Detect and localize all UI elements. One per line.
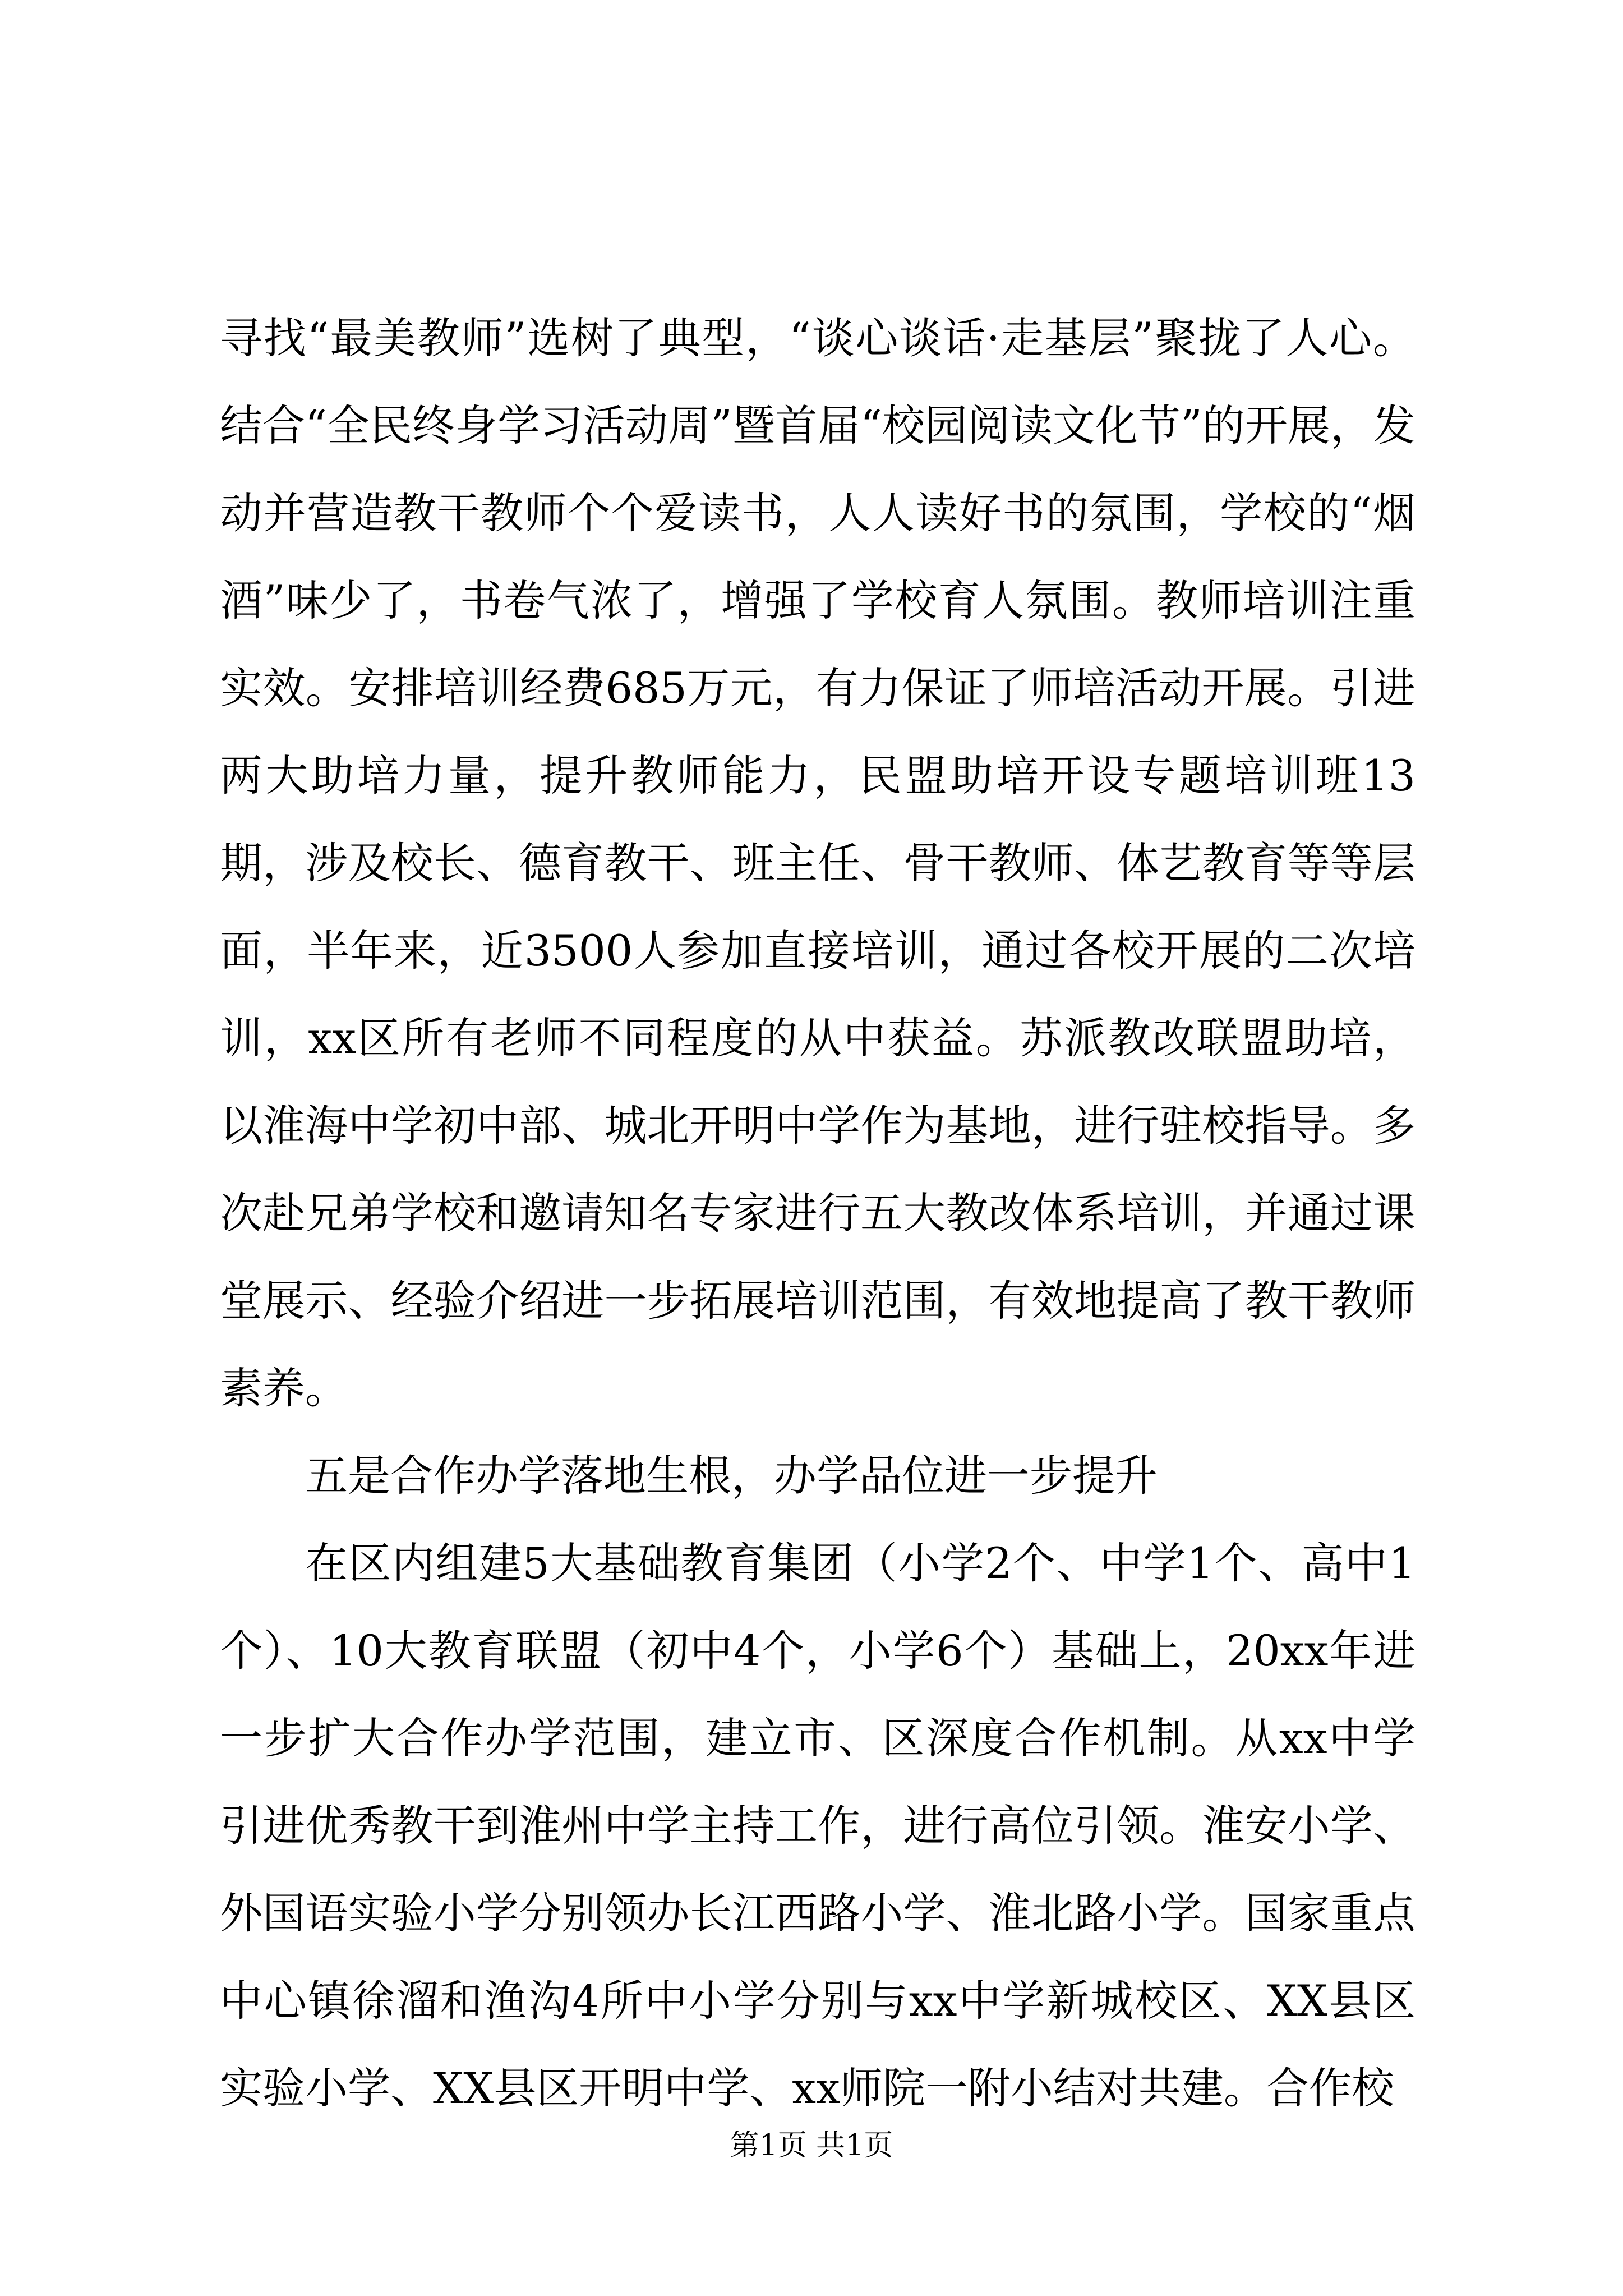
paragraph-cooperation: 在区内组建5大基础教育集团（小学2个、中学1个、高中1个）、10大教育联盟（初中4个，小学6个）基础上，20xx年进一步扩大合作办学范围，建立市、区深度合作机制。从xx中学引进优秀教干到淮州中学主持工作，进行高位引领。淮安小学、外国语实验小学分别领办长江西路小学、淮北路小学。国家重点中心镇徐溜和渔沟4所中小学分别与xx中学新城校区、XX县区实验小学、XX县区开明中学、xx师院一附小结对共建。合作校: [220, 1538, 1415, 2113]
page-footer: 第1页 共1页: [730, 2129, 893, 2162]
section-heading-cooperation: 五是合作办学落地生根，办学品位进一步提升: [305, 1451, 1158, 1501]
document-body: [220, 295, 1415, 2132]
paragraph-teacher-training: 寻找“最美教师”选树了典型，“谈心谈话·走基层”聚拢了人心。结合“全民终身学习活动周”暨首届“校园阅读文化节”的开展，发动并营造教干教师个个爱读书，人人读好书的氛围，学校的“烟酒”味少了，书卷气浓了，增强了学校育人氛围。教师培训注重实效。安排培训经费685万元，有力保证了师培活动开展。引进两大助培力量，提升教师能力，民盟助培开设专题培训班13期，涉及校长、德育教干、班主任、骨干教师、体艺教育等等层面，半年来，近3500人参加直接培训，通过各校开展的二次培训，xx区所有老师不同程度的从中获益。苏派教改联盟助培，以淮海中学初中部、城北开明中学作为基地，进行驻校指导。多次赴兄弟学校和邀请知名专家进行五大教改体系培训，并通过课堂展示、经验介绍进一步拓展培训范围，有效地提高了教干教师素养。: [220, 313, 1415, 1413]
